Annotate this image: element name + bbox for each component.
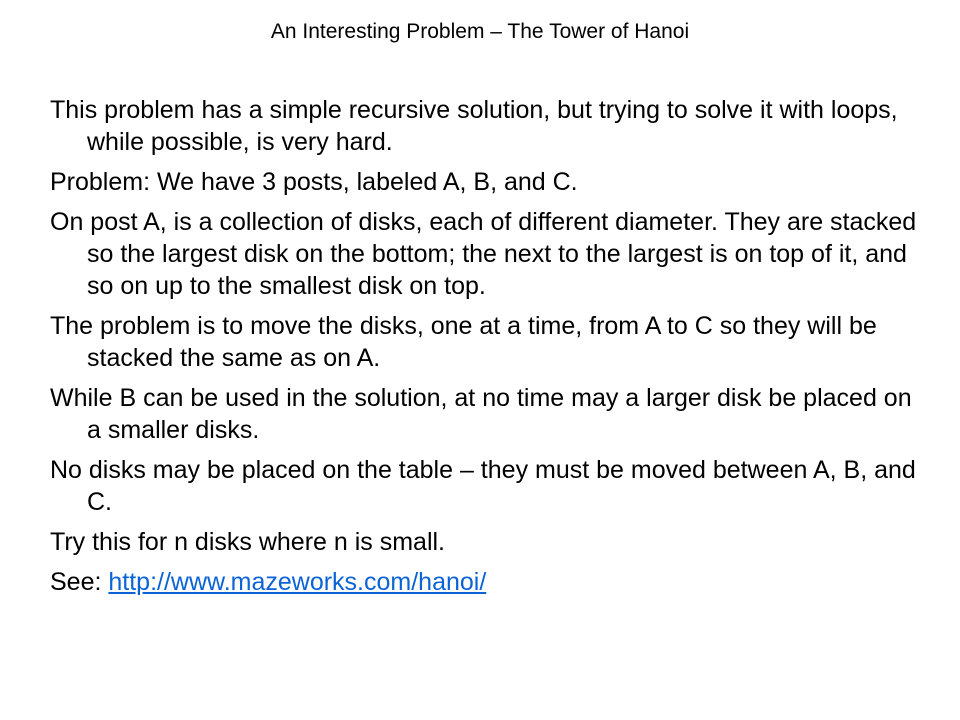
see-reference bbox=[50, 566, 920, 598]
slide-title: An Interesting Problem – The Tower of Hanoi bbox=[270, 20, 690, 43]
paragraph-recursive-solution: This problem has a simple recursive solution, but trying to solve it with loops, while possible, is very hard. bbox=[50, 96, 898, 156]
paragraph-table-rule: No disks may be placed on the table – they must be moved between A, B, and C. bbox=[50, 456, 916, 516]
paragraph-b-rule: While B can be used in the solution, at no time may a larger disk be placed on a smaller disks. bbox=[50, 384, 912, 444]
hanoi-link[interactable]: http://www.mazeworks.com/hanoi/ bbox=[108, 568, 487, 596]
see-label: See: bbox=[50, 568, 109, 596]
slide-body bbox=[50, 94, 920, 598]
paragraph-try-n-disks: Try this for n disks where n is small. bbox=[50, 528, 446, 556]
paragraph-problem-posts: Problem: We have 3 posts, labeled A, B, and C. bbox=[50, 168, 578, 196]
paragraph-disk-stack: On post A, is a collection of disks, each of different diameter. They are stacked so the largest disk on the bottom; the next to the largest is on top of it, and so on up to the smallest disk on top. bbox=[50, 208, 917, 300]
paragraph-move-goal: The problem is to move the disks, one at a time, from A to C so they will be stacked the same as on A. bbox=[50, 312, 877, 372]
